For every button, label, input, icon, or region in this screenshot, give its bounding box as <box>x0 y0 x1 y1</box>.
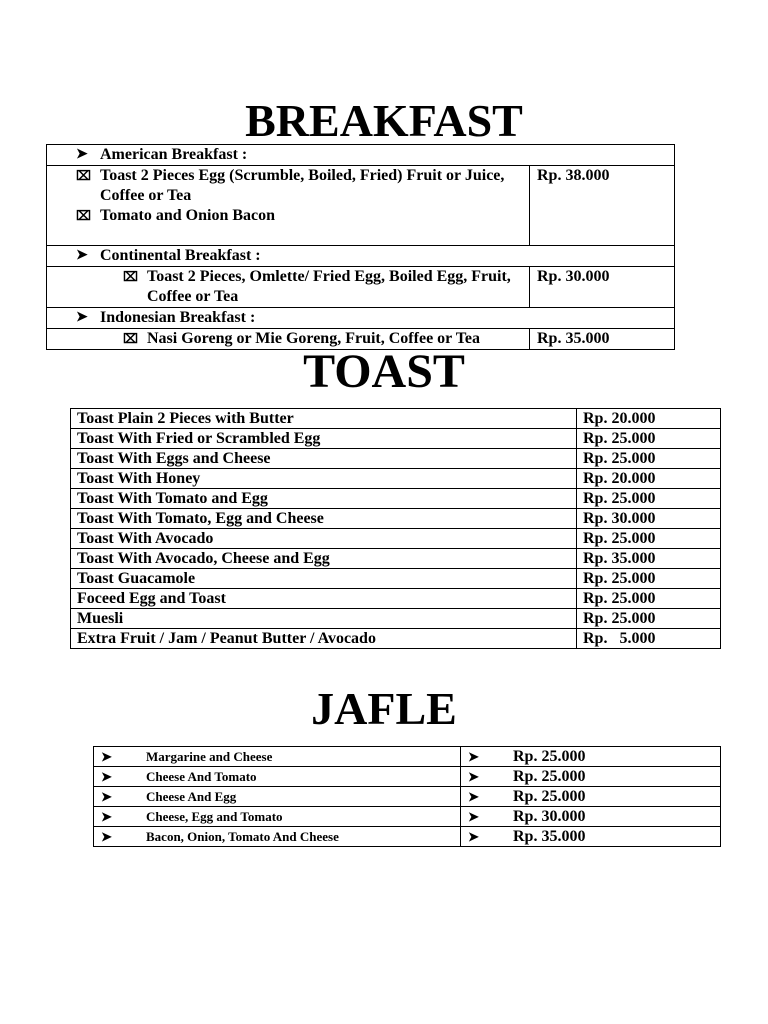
table-row <box>71 409 721 429</box>
list-item: ⌧ Toast 2 Pieces Egg (Scrumble, Boiled, Fried) Fruit or Juice, Coffee or Tea <box>76 167 505 204</box>
toast-title: TOAST <box>303 345 465 398</box>
toast-item-price: Rp. 25.000 <box>577 489 721 509</box>
jafle-item-name: Cheese And Tomato <box>146 769 257 784</box>
table-row <box>71 469 721 489</box>
toast-item-name: Toast With Tomato and Egg <box>71 489 577 509</box>
continental-price: Rp. 30.000 <box>530 267 675 308</box>
jafle-item-price: Rp. 25.000 <box>513 788 586 805</box>
toast-item-name: Toast With Avocado, Cheese and Egg <box>71 549 577 569</box>
table-row <box>71 489 721 509</box>
arrowhead-bullet-icon: ➤ <box>101 789 112 804</box>
jafle-item-name: Margarine and Cheese <box>146 749 273 764</box>
indonesian-price: Rp. 35.000 <box>530 329 675 350</box>
toast-item-name: Toast Guacamole <box>71 569 577 589</box>
list-item: ⌧ Tomato and Onion Bacon <box>76 207 276 224</box>
indonesian-heading-row <box>47 308 675 329</box>
toast-item-price: Rp. 20.000 <box>577 409 721 429</box>
breakfast-table <box>46 144 675 350</box>
jafle-item-name: Cheese And Egg <box>146 789 237 804</box>
breakfast-title: BREAKFAST <box>245 95 523 146</box>
arrowhead-bullet-icon: ➤ <box>101 769 112 784</box>
american-items-row <box>47 166 675 246</box>
toast-item-price: Rp. 25.000 <box>577 429 721 449</box>
arrowhead-bullet-icon: ➤ <box>101 749 112 764</box>
jafle-title: JAFLE <box>311 683 457 734</box>
toast-item-price: Rp. 5.000 <box>577 629 721 649</box>
continental-heading-row <box>47 246 675 267</box>
table-row <box>94 787 721 807</box>
toast-item-price: Rp. 30.000 <box>577 509 721 529</box>
arrowhead-bullet-icon: ➤ <box>468 749 479 764</box>
list-item: ⌧ Toast 2 Pieces, Omlette/ Fried Egg, Boiled Egg, Fruit, Coffee or Tea <box>123 268 511 305</box>
jafle-item-name: Bacon, Onion, Tomato And Cheese <box>146 829 339 844</box>
toast-item-name: Toast With Fried or Scrambled Egg <box>71 429 577 449</box>
table-row <box>71 509 721 529</box>
jafle-table <box>93 746 721 847</box>
american-price: Rp. 38.000 <box>530 166 675 246</box>
table-row <box>71 609 721 629</box>
jafle-item-price: Rp. 35.000 <box>513 828 586 845</box>
jafle-item-price: Rp. 30.000 <box>513 808 586 825</box>
boxed-x-bullet-icon: ⌧ <box>76 208 91 223</box>
continental-heading: Continental Breakfast : <box>100 247 261 264</box>
toast-item-price: Rp. 20.000 <box>577 469 721 489</box>
arrowhead-bullet-icon: ➤ <box>76 248 88 263</box>
table-row <box>94 747 721 767</box>
table-row <box>71 589 721 609</box>
table-row <box>94 767 721 787</box>
table-row <box>94 827 721 847</box>
arrowhead-bullet-icon: ➤ <box>101 829 112 844</box>
toast-item-name: Foceed Egg and Toast <box>71 589 577 609</box>
toast-item-name: Extra Fruit / Jam / Peanut Butter / Avocado <box>71 629 577 649</box>
table-row <box>71 429 721 449</box>
jafle-item-name: Cheese, Egg and Tomato <box>146 809 283 824</box>
jafle-item-price: Rp. 25.000 <box>513 748 586 765</box>
toast-item-price: Rp. 35.000 <box>577 549 721 569</box>
arrowhead-bullet-icon: ➤ <box>468 789 479 804</box>
toast-item-name: Toast With Avocado <box>71 529 577 549</box>
toast-item-price: Rp. 25.000 <box>577 449 721 469</box>
toast-item-name: Toast Plain 2 Pieces with Butter <box>71 409 577 429</box>
toast-table <box>70 408 721 649</box>
toast-item-name: Toast With Tomato, Egg and Cheese <box>71 509 577 529</box>
table-row <box>71 449 721 469</box>
table-row <box>94 807 721 827</box>
table-row <box>71 569 721 589</box>
table-row <box>71 529 721 549</box>
toast-item-name: Toast With Honey <box>71 469 577 489</box>
boxed-x-bullet-icon: ⌧ <box>76 168 91 183</box>
arrowhead-bullet-icon: ➤ <box>76 147 88 162</box>
toast-item-name: Muesli <box>71 609 577 629</box>
boxed-x-bullet-icon: ⌧ <box>123 331 138 346</box>
table-row <box>71 629 721 649</box>
american-heading: American Breakfast : <box>100 146 248 163</box>
jafle-item-price: Rp. 25.000 <box>513 768 586 785</box>
list-item: ⌧ Nasi Goreng or Mie Goreng, Fruit, Coffee or Tea <box>123 330 480 347</box>
arrowhead-bullet-icon: ➤ <box>76 310 88 325</box>
continental-items-row <box>47 267 675 308</box>
toast-item-price: Rp. 25.000 <box>577 589 721 609</box>
toast-item-name: Toast With Eggs and Cheese <box>71 449 577 469</box>
toast-item-price: Rp. 25.000 <box>577 609 721 629</box>
indonesian-heading: Indonesian Breakfast : <box>100 309 256 326</box>
table-row <box>71 549 721 569</box>
arrowhead-bullet-icon: ➤ <box>468 769 479 784</box>
arrowhead-bullet-icon: ➤ <box>468 809 479 824</box>
arrowhead-bullet-icon: ➤ <box>468 829 479 844</box>
american-heading-row <box>47 145 675 166</box>
boxed-x-bullet-icon: ⌧ <box>123 269 138 284</box>
arrowhead-bullet-icon: ➤ <box>101 809 112 824</box>
toast-item-price: Rp. 25.000 <box>577 529 721 549</box>
toast-item-price: Rp. 25.000 <box>577 569 721 589</box>
